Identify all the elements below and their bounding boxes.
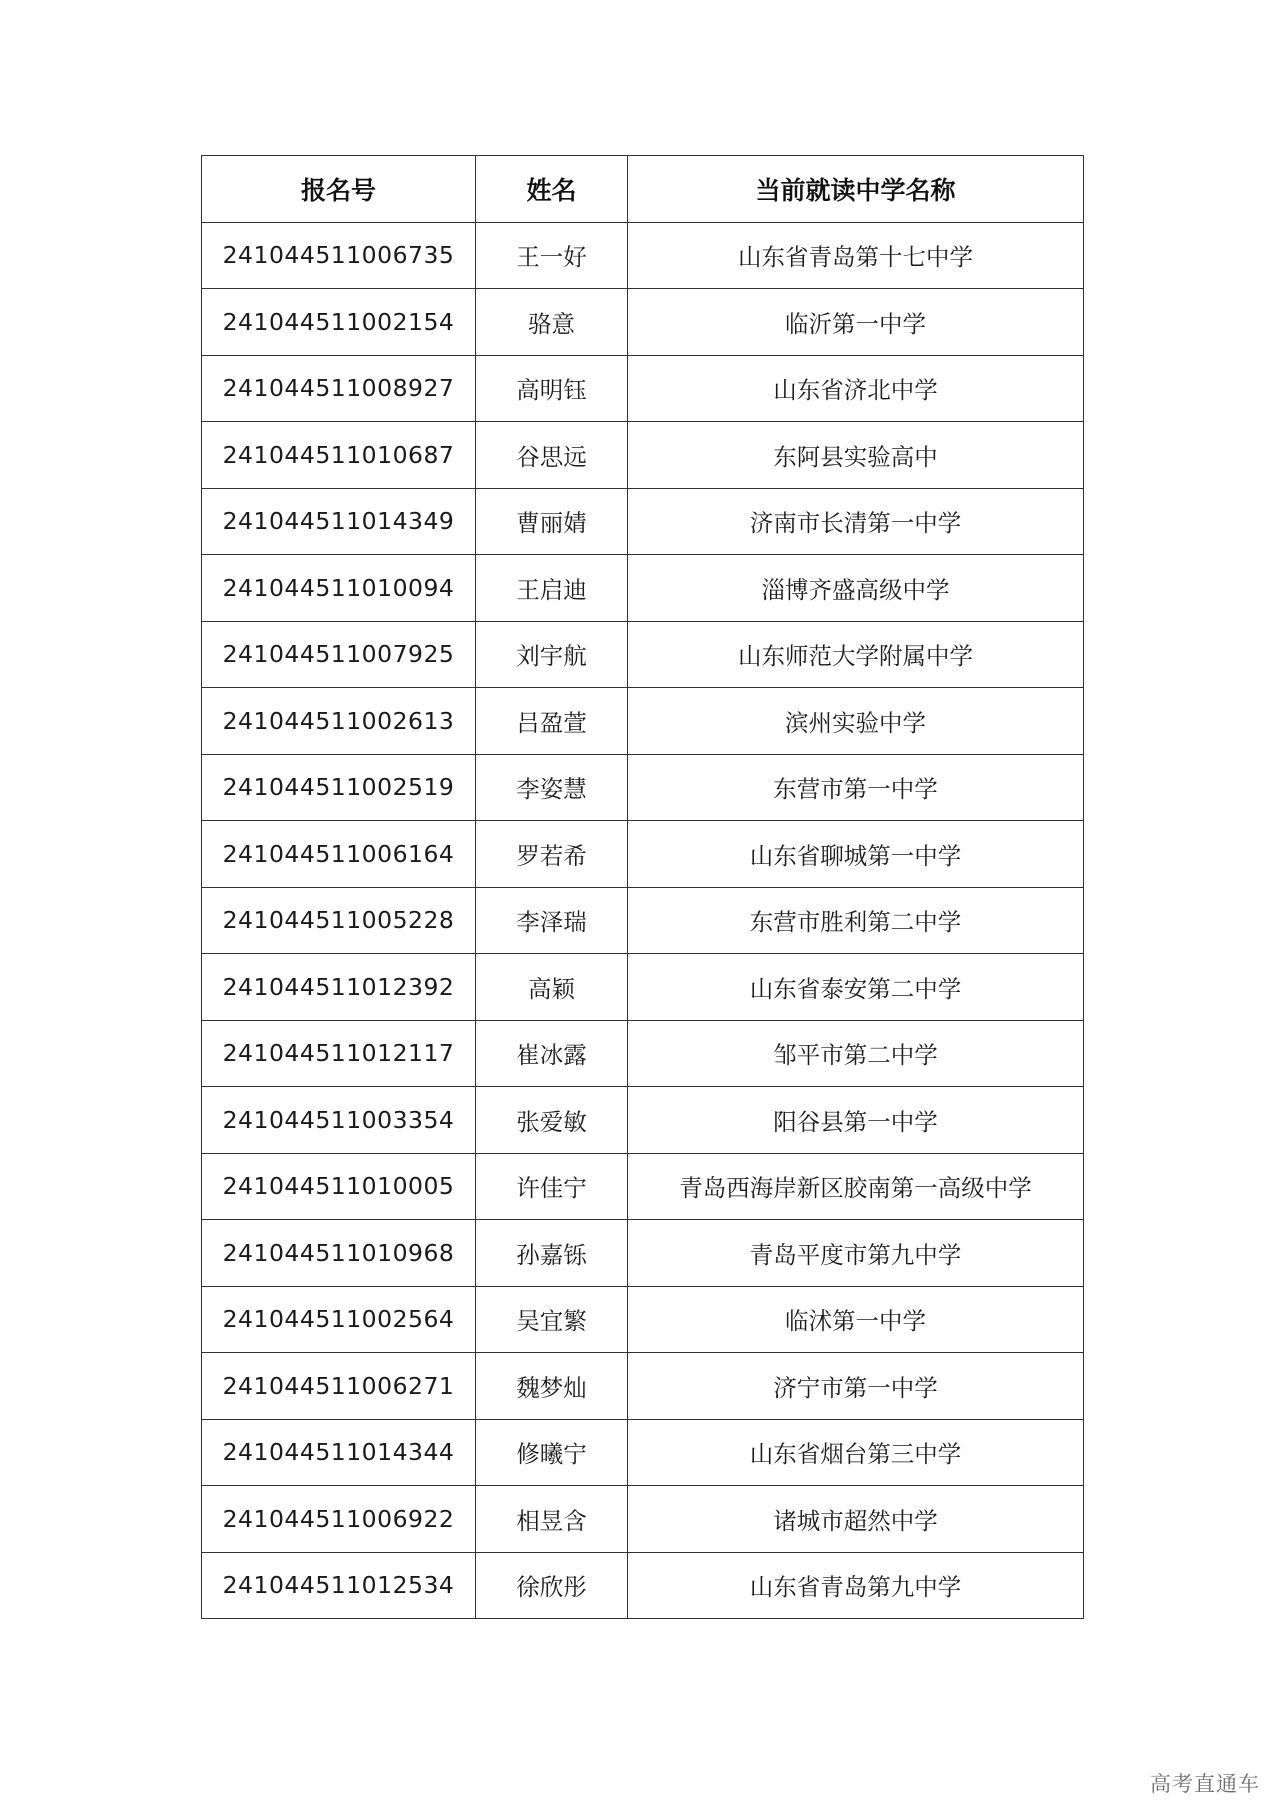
- registration-number-cell: 241044511002613: [202, 688, 476, 755]
- table-row: [202, 1419, 1084, 1486]
- student-name-cell: 高颖: [476, 954, 628, 1021]
- table-row: [202, 754, 1084, 821]
- registration-number-cell: 241044511010005: [202, 1153, 476, 1220]
- registration-number-cell: 241044511014344: [202, 1419, 476, 1486]
- registration-number-cell: 241044511006164: [202, 821, 476, 888]
- school-name-cell: 滨州实验中学: [628, 688, 1084, 755]
- header-name: 姓名: [476, 156, 628, 223]
- table-body: [202, 222, 1084, 1619]
- school-name-cell: 临沂第一中学: [628, 289, 1084, 356]
- registration-number-cell: 241044511010687: [202, 422, 476, 489]
- student-name-cell: 谷思远: [476, 422, 628, 489]
- table-row: [202, 1353, 1084, 1420]
- table-row: [202, 1486, 1084, 1553]
- header-registration-number: 报名号: [202, 156, 476, 223]
- registration-number-cell: 241044511005228: [202, 887, 476, 954]
- school-name-cell: 山东省聊城第一中学: [628, 821, 1084, 888]
- registration-number-cell: 241044511012117: [202, 1020, 476, 1087]
- table-row: [202, 422, 1084, 489]
- school-name-cell: 济南市长清第一中学: [628, 488, 1084, 555]
- table-row: [202, 1153, 1084, 1220]
- student-name-cell: 徐欣彤: [476, 1552, 628, 1619]
- registration-number-cell: 241044511006735: [202, 222, 476, 289]
- table-row: [202, 289, 1084, 356]
- registration-number-cell: 241044511010094: [202, 555, 476, 622]
- student-name-cell: 孙嘉铄: [476, 1220, 628, 1287]
- school-name-cell: 山东省青岛第十七中学: [628, 222, 1084, 289]
- table-row: [202, 688, 1084, 755]
- school-name-cell: 东营市第一中学: [628, 754, 1084, 821]
- registration-number-cell: 241044511007925: [202, 621, 476, 688]
- school-name-cell: 济宁市第一中学: [628, 1353, 1084, 1420]
- student-name-cell: 吴宜繁: [476, 1286, 628, 1353]
- student-name-cell: 许佳宁: [476, 1153, 628, 1220]
- registration-number-cell: 241044511003354: [202, 1087, 476, 1154]
- table-row: [202, 555, 1084, 622]
- table-header-row: [202, 156, 1084, 223]
- student-name-cell: 李泽瑞: [476, 887, 628, 954]
- table-row: [202, 488, 1084, 555]
- student-name-cell: 刘宇航: [476, 621, 628, 688]
- school-name-cell: 青岛西海岸新区胶南第一高级中学: [628, 1153, 1084, 1220]
- watermark: 高考直通车: [1150, 1772, 1260, 1796]
- school-name-cell: 青岛平度市第九中学: [628, 1220, 1084, 1287]
- table-row: [202, 1286, 1084, 1353]
- registration-number-cell: 241044511012392: [202, 954, 476, 1021]
- school-name-cell: 山东省烟台第三中学: [628, 1419, 1084, 1486]
- registration-number-cell: 241044511010968: [202, 1220, 476, 1287]
- registration-number-cell: 241044511002154: [202, 289, 476, 356]
- school-name-cell: 诸城市超然中学: [628, 1486, 1084, 1553]
- table-row: [202, 621, 1084, 688]
- table-row: [202, 355, 1084, 422]
- school-name-cell: 东阿县实验高中: [628, 422, 1084, 489]
- header-school: 当前就读中学名称: [628, 156, 1084, 223]
- registration-number-cell: 241044511008927: [202, 355, 476, 422]
- school-name-cell: 山东省青岛第九中学: [628, 1552, 1084, 1619]
- student-name-cell: 张爱敏: [476, 1087, 628, 1154]
- student-name-cell: 修曦宁: [476, 1419, 628, 1486]
- table-row: [202, 954, 1084, 1021]
- student-name-cell: 魏梦灿: [476, 1353, 628, 1420]
- table-row: [202, 887, 1084, 954]
- school-name-cell: 淄博齐盛高级中学: [628, 555, 1084, 622]
- student-name-cell: 李姿慧: [476, 754, 628, 821]
- registration-number-cell: 241044511012534: [202, 1552, 476, 1619]
- school-name-cell: 临沭第一中学: [628, 1286, 1084, 1353]
- student-name-cell: 吕盈萱: [476, 688, 628, 755]
- student-name-cell: 曹丽婧: [476, 488, 628, 555]
- school-name-cell: 东营市胜利第二中学: [628, 887, 1084, 954]
- school-name-cell: 山东师范大学附属中学: [628, 621, 1084, 688]
- registration-number-cell: 241044511014349: [202, 488, 476, 555]
- admission-roster-table: [201, 155, 1084, 1619]
- registration-number-cell: 241044511002519: [202, 754, 476, 821]
- registration-number-cell: 241044511006922: [202, 1486, 476, 1553]
- school-name-cell: 阳谷县第一中学: [628, 1087, 1084, 1154]
- school-name-cell: 邹平市第二中学: [628, 1020, 1084, 1087]
- student-name-cell: 崔冰露: [476, 1020, 628, 1087]
- student-name-cell: 罗若希: [476, 821, 628, 888]
- table-row: [202, 1552, 1084, 1619]
- table-row: [202, 1020, 1084, 1087]
- school-name-cell: 山东省泰安第二中学: [628, 954, 1084, 1021]
- student-name-cell: 高明钰: [476, 355, 628, 422]
- registration-number-cell: 241044511006271: [202, 1353, 476, 1420]
- school-name-cell: 山东省济北中学: [628, 355, 1084, 422]
- table-row: [202, 222, 1084, 289]
- student-name-cell: 王启迪: [476, 555, 628, 622]
- table-row: [202, 821, 1084, 888]
- student-name-cell: 王一好: [476, 222, 628, 289]
- student-name-cell: 相昱含: [476, 1486, 628, 1553]
- table-row: [202, 1087, 1084, 1154]
- student-name-cell: 骆意: [476, 289, 628, 356]
- table-row: [202, 1220, 1084, 1287]
- registration-number-cell: 241044511002564: [202, 1286, 476, 1353]
